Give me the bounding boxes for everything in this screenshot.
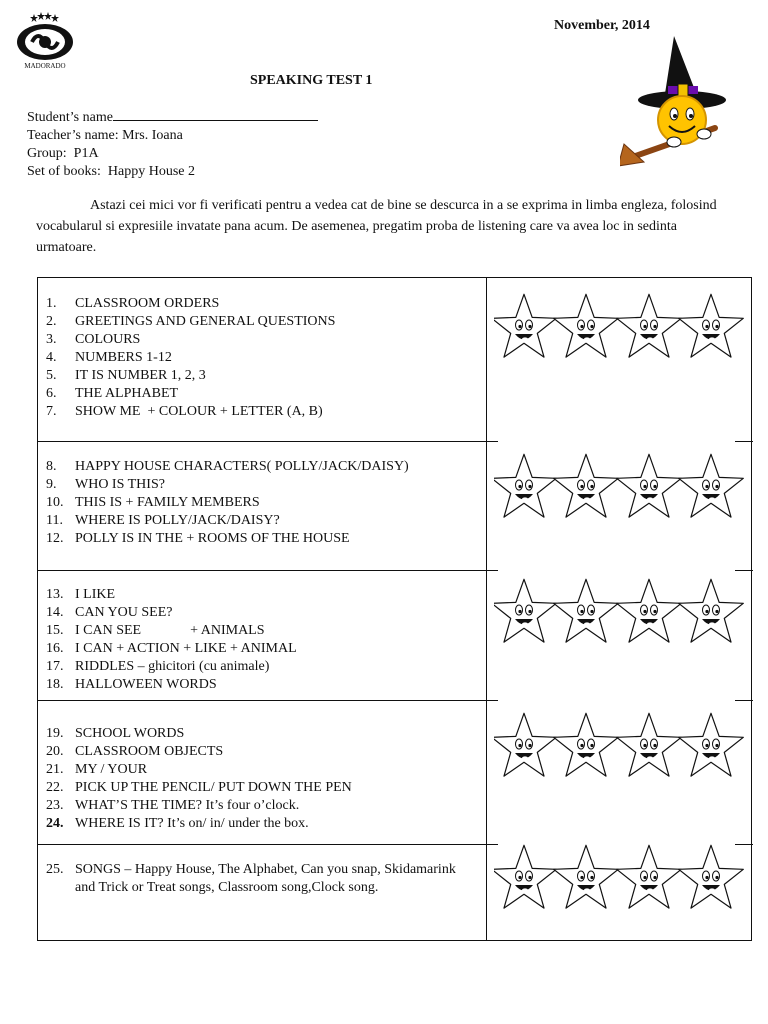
item-text: SHOW ME + COLOUR + LETTER (A, B) — [75, 404, 323, 419]
list-item — [46, 313, 335, 331]
smiley-star-icon — [554, 845, 619, 908]
smiley-star-icon — [679, 454, 744, 517]
item-text: and Trick or Treat songs, Classroom song,Clock song. — [75, 880, 379, 895]
smiley-star-icon — [554, 713, 619, 776]
smiley-star-icon — [679, 713, 744, 776]
list-item — [46, 743, 352, 761]
student-info — [27, 108, 318, 181]
smiley-star-icon — [617, 294, 682, 357]
item-number: 12. — [46, 531, 64, 546]
item-number: 9. — [46, 477, 57, 492]
item-text: POLLY IS IN THE + ROOMS OF THE HOUSE — [75, 531, 350, 546]
smiley-star-icon — [679, 845, 744, 908]
row-divider — [38, 441, 486, 442]
item-number: 16. — [46, 641, 64, 656]
stars-rating — [494, 293, 746, 365]
list-item — [46, 815, 352, 833]
smiley-star-icon — [617, 845, 682, 908]
item-text: IT IS NUMBER 1, 2, 3 — [75, 368, 206, 383]
item-text: HALLOWEEN WORDS — [75, 677, 217, 692]
item-text: THE ALPHABET — [75, 386, 179, 401]
item-number: 22. — [46, 780, 64, 795]
list-item — [46, 779, 352, 797]
list-item — [46, 622, 297, 640]
list-item — [46, 349, 335, 367]
item-text: I CAN SEE + ANIMALS — [75, 623, 265, 638]
smiley-star-icon — [554, 579, 619, 642]
item-text: GREETINGS AND GENERAL QUESTIONS — [75, 314, 336, 329]
item-text: SCHOOL WORDS — [75, 726, 185, 741]
section-row — [38, 278, 751, 441]
item-number: 8. — [46, 459, 57, 474]
row-divider — [38, 570, 486, 571]
item-number: 10. — [46, 495, 64, 510]
section-row — [38, 441, 751, 570]
test-table — [37, 277, 752, 941]
section-items — [46, 295, 335, 421]
smiley-star-icon — [554, 454, 619, 517]
list-item — [46, 586, 297, 604]
item-text: RIDDLES – ghicitori (cu animale) — [75, 659, 270, 674]
section-row — [38, 700, 751, 844]
stars-rating — [494, 578, 746, 650]
item-text: CLASSROOM OBJECTS — [75, 744, 224, 759]
item-number: 5. — [46, 368, 57, 383]
item-text: HAPPY HOUSE CHARACTERS( POLLY/JACK/DAISY) — [75, 459, 409, 474]
item-number: 14. — [46, 605, 64, 620]
smiley-star-icon — [494, 294, 556, 357]
section-items — [46, 458, 409, 548]
item-text: PICK UP THE PENCIL/ PUT DOWN THE PEN — [75, 780, 352, 795]
section-row — [38, 570, 751, 700]
list-item — [46, 494, 409, 512]
smiley-star-icon — [679, 579, 744, 642]
row-divider — [38, 700, 486, 701]
item-number: 1. — [46, 296, 57, 311]
section-items — [46, 861, 456, 897]
item-number: 13. — [46, 587, 64, 602]
section-items — [46, 586, 297, 694]
list-item — [46, 295, 335, 313]
item-text: SONGS – Happy House, The Alphabet, Can you snap, Skidamarink — [75, 862, 456, 877]
page-title: SPEAKING TEST 1 — [250, 73, 373, 88]
item-text: WHERE IS POLLY/JACK/DAISY? — [75, 513, 280, 528]
smiley-star-icon — [617, 579, 682, 642]
row-divider-right-end — [735, 700, 753, 701]
row-divider-right-end — [735, 570, 753, 571]
item-text: MY / YOUR — [75, 762, 148, 777]
section-items — [46, 725, 352, 833]
list-item — [46, 530, 409, 548]
intro-paragraph: Astazi cei mici vor fi verificati pentru a vedea cat de bine se descurca in a se exprima in limba engleza, folosind vocabularul si expresiile invatate pana acum. De asemenea, pregatim proba de listening care va avea loc in sedinta urmatoare. — [36, 198, 717, 255]
smiley-star-icon — [617, 713, 682, 776]
item-number: 20. — [46, 744, 64, 759]
item-number: 2. — [46, 314, 57, 329]
group: Group: P1A — [27, 146, 99, 161]
row-divider-right-end — [735, 844, 753, 845]
smiley-star-icon — [494, 579, 556, 642]
row-divider-right — [486, 441, 498, 442]
stars-rating — [494, 844, 746, 916]
item-text: COLOURS — [75, 332, 141, 347]
smiley-star-icon — [494, 845, 556, 908]
school-logo — [14, 10, 76, 72]
list-item — [46, 725, 352, 743]
item-text: I LIKE — [75, 587, 116, 602]
list-item — [46, 458, 409, 476]
item-text: WHO IS THIS? — [75, 477, 165, 492]
item-number: 6. — [46, 386, 57, 401]
row-divider-right — [486, 844, 498, 845]
list-item — [46, 604, 297, 622]
smiley-star-icon — [617, 454, 682, 517]
list-item — [46, 676, 297, 694]
list-item — [46, 512, 409, 530]
smiley-star-icon — [494, 713, 556, 776]
set-of-books: Set of books: Happy House 2 — [27, 164, 195, 179]
list-item — [46, 861, 456, 879]
item-number: 17. — [46, 659, 64, 674]
list-item — [46, 331, 335, 349]
list-item — [46, 403, 335, 421]
list-item — [46, 879, 456, 897]
item-number: 21. — [46, 762, 64, 777]
item-text: WHERE IS IT? It’s on/ in/ under the box. — [75, 816, 309, 831]
item-number: 19. — [46, 726, 64, 741]
date: November, 2014 — [554, 18, 650, 33]
item-text: CAN YOU SEE? — [75, 605, 173, 620]
item-text: WHAT’S THE TIME? It’s four o’clock. — [75, 798, 300, 813]
smiley-star-icon — [679, 294, 744, 357]
student-name-blank — [113, 108, 318, 121]
list-item — [46, 761, 352, 779]
row-divider — [38, 844, 486, 845]
item-text: CLASSROOM ORDERS — [75, 296, 220, 311]
list-item — [46, 797, 352, 815]
item-text: NUMBERS 1-12 — [75, 350, 172, 365]
list-item — [46, 476, 409, 494]
list-item — [46, 385, 335, 403]
item-number: 7. — [46, 404, 57, 419]
smiley-star-icon — [494, 454, 556, 517]
item-number: 3. — [46, 332, 57, 347]
stars-rating — [494, 453, 746, 525]
item-number: 18. — [46, 677, 64, 692]
item-number: 4. — [46, 350, 57, 365]
item-text: THIS IS + FAMILY MEMBERS — [75, 495, 260, 510]
row-divider-right-end — [735, 441, 753, 442]
smiley-star-icon — [554, 294, 619, 357]
item-text: I CAN + ACTION + LIKE + ANIMAL — [75, 641, 297, 656]
list-item — [46, 640, 297, 658]
item-number: 15. — [46, 623, 64, 638]
list-item — [46, 367, 335, 385]
item-number: 11. — [46, 513, 63, 528]
teacher-name: Teacher’s name: Mrs. Ioana — [27, 128, 183, 143]
list-item — [46, 658, 297, 676]
item-number: 25. — [46, 862, 64, 877]
row-divider-right — [486, 700, 498, 701]
witch-smiley-icon — [620, 34, 732, 172]
stars-rating — [494, 712, 746, 784]
item-number: 23. — [46, 798, 64, 813]
item-number: 24. — [46, 816, 64, 831]
row-divider-right — [486, 570, 498, 571]
section-row — [38, 844, 751, 942]
logo-text: MADORADO — [24, 62, 66, 70]
student-name-label: Student’s name — [27, 110, 113, 125]
